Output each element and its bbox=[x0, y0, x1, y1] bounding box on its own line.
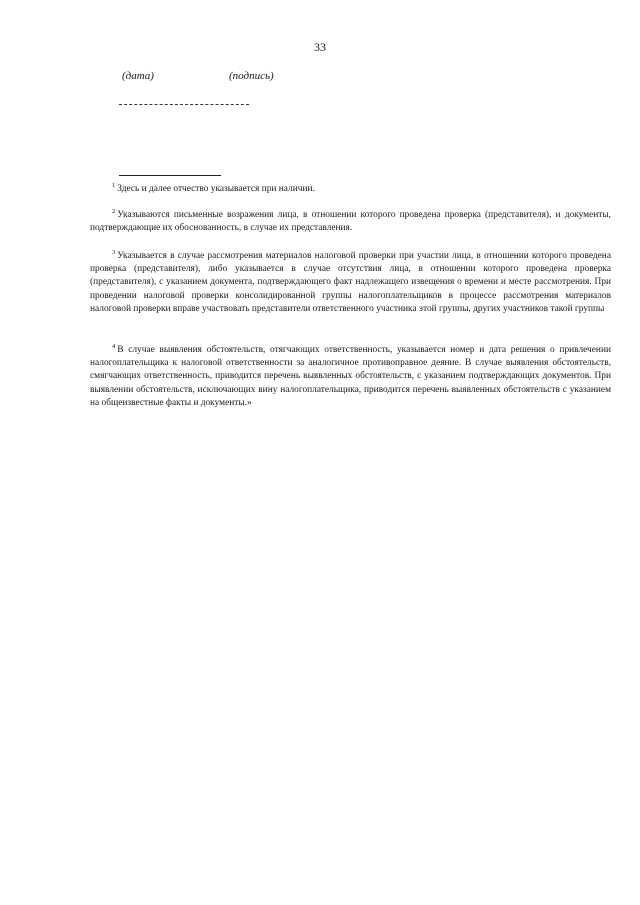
footnote-1-text: Здесь и далее отчество указывается при наличии. bbox=[117, 184, 315, 194]
footnote-separator bbox=[119, 175, 221, 176]
footnote-3 bbox=[90, 250, 611, 316]
footnote-1-number: 1 bbox=[112, 182, 116, 189]
date-label: (дата) bbox=[122, 70, 154, 82]
signature-label: (подпись) bbox=[229, 70, 274, 82]
signature-dashed-line bbox=[119, 104, 249, 105]
page-number: 33 bbox=[314, 40, 326, 54]
footnote-3-number: 3 bbox=[112, 249, 116, 256]
footnote-4-text: В случае выявления обстоятельств, отягчающих ответственность, указывается номер и дата решения о привлечении налогоплательщика к налоговой ответственности за аналогичное противоправное деяние. В случае выявления обстоятельств, смягчающих ответственность, приводится перечень выявленных обстоятельств, с указанием подтверждающих документов. При выявлении обстоятельств, исключающих вину налогоплательщика, приводится перечень выявленных обстоятельств с указанием на общеизвестные факты и документы.» bbox=[90, 345, 611, 408]
footnote-2-text: Указываются письменные возражения лица, в отношении которого проведена проверка (представителя), и документы, подтверждающие их обоснованность, в случае их представления. bbox=[90, 210, 611, 234]
footnote-4-number: 4 bbox=[112, 343, 116, 350]
footnote-3-text: Указывается в случае рассмотрения материалов налоговой проверки при участии лица, в отношении которого проведена проверка (представителя), либо указывается в случае отсутствия лица, в отношении которого проведена проверка (представителя), с указанием документа, подтверждающего факт надлежащего извещения о времени и месте рассмотрения. При проведении налоговой проверки консолидированной группы налогоплательщиков в процессе рассмотрения материалов налоговой проверки вправе участвовать представители ответственного участника этой группы, других участников такой группы bbox=[90, 251, 611, 314]
footnote-2 bbox=[90, 209, 611, 235]
footnote-1 bbox=[90, 183, 611, 196]
footnote-2-number: 2 bbox=[112, 208, 116, 215]
footnote-4 bbox=[90, 344, 611, 410]
